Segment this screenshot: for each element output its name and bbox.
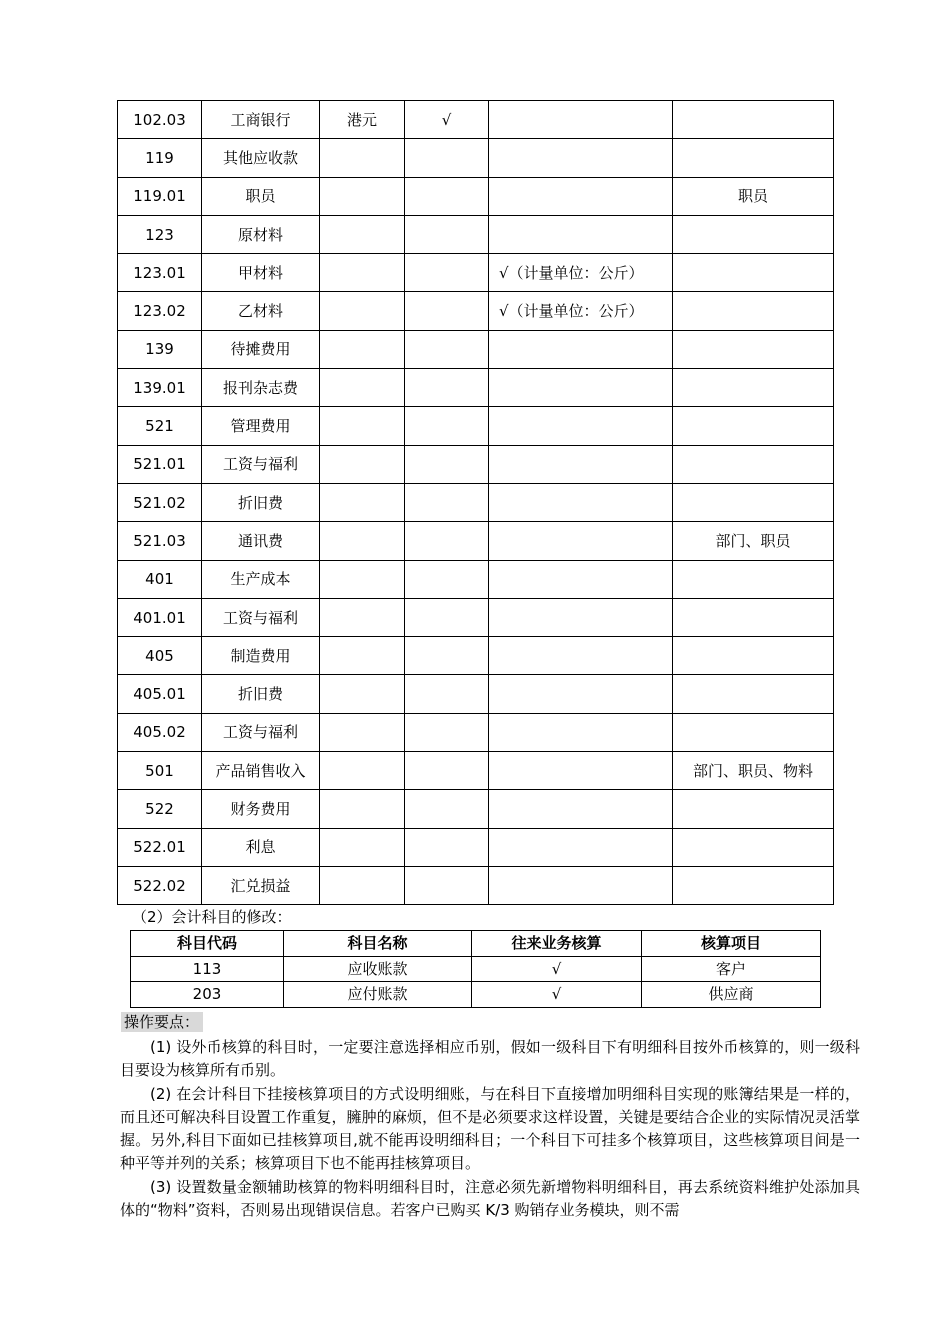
cell-check (405, 445, 489, 483)
cell-currency (320, 790, 405, 828)
cell-qty (489, 369, 673, 407)
cell-check (405, 292, 489, 330)
table-row (118, 713, 834, 751)
table-row (118, 522, 834, 560)
table-row (131, 956, 821, 982)
cell-currency (320, 483, 405, 521)
cell-code: 401 (118, 560, 202, 598)
cell-check (405, 637, 489, 675)
cell-qty: √（计量单位：公斤） (489, 254, 673, 292)
cell-check (405, 828, 489, 866)
cell-currency (320, 713, 405, 751)
cell-name: 折旧费 (202, 675, 320, 713)
cell-aux (673, 483, 834, 521)
cell-currency (320, 177, 405, 215)
cell-qty (489, 330, 673, 368)
table-row (118, 445, 834, 483)
cell-aux (673, 101, 834, 139)
cell-currency: 港元 (320, 101, 405, 139)
cell-name: 通讯费 (202, 522, 320, 560)
header-cell: 核算项目 (642, 931, 821, 957)
table-cell: 客户 (642, 956, 821, 982)
cell-code: 521.01 (118, 445, 202, 483)
cell-aux (673, 675, 834, 713)
cell-name: 工资与福利 (202, 445, 320, 483)
table-row (118, 330, 834, 368)
cell-aux (673, 254, 834, 292)
cell-code: 405 (118, 637, 202, 675)
cell-check (405, 177, 489, 215)
table-row (118, 560, 834, 598)
cell-code: 522.02 (118, 866, 202, 904)
cell-currency (320, 215, 405, 253)
cell-qty: √（计量单位：公斤） (489, 292, 673, 330)
operation-heading: 操作要点： (121, 1012, 203, 1032)
modification-table (130, 930, 821, 1008)
cell-code: 102.03 (118, 101, 202, 139)
cell-name: 管理费用 (202, 407, 320, 445)
modification-heading: （2）会计科目的修改： (132, 908, 292, 926)
cell-name: 财务费用 (202, 790, 320, 828)
cell-aux (673, 560, 834, 598)
cell-currency (320, 560, 405, 598)
cell-check (405, 752, 489, 790)
cell-check (405, 866, 489, 904)
cell-qty (489, 139, 673, 177)
table-row (118, 483, 834, 521)
cell-code: 123.02 (118, 292, 202, 330)
cell-check (405, 675, 489, 713)
cell-code: 401.01 (118, 598, 202, 636)
cell-code: 521 (118, 407, 202, 445)
cell-name: 乙材料 (202, 292, 320, 330)
table-row (131, 982, 821, 1008)
table-row (118, 407, 834, 445)
cell-name: 甲材料 (202, 254, 320, 292)
cell-qty (489, 790, 673, 828)
cell-aux (673, 598, 834, 636)
cell-code: 522 (118, 790, 202, 828)
cell-name: 其他应收款 (202, 139, 320, 177)
cell-check (405, 790, 489, 828)
cell-check: √ (405, 101, 489, 139)
operation-notes (120, 1036, 860, 1222)
header-cell: 科目代码 (131, 931, 284, 957)
table-row (118, 866, 834, 904)
header-cell: 科目名称 (284, 931, 472, 957)
cell-aux (673, 215, 834, 253)
cell-check (405, 330, 489, 368)
cell-aux (673, 637, 834, 675)
table-cell: 203 (131, 982, 284, 1008)
cell-qty (489, 483, 673, 521)
cell-name: 工商银行 (202, 101, 320, 139)
cell-currency (320, 407, 405, 445)
cell-code: 405.02 (118, 713, 202, 751)
cell-code: 123.01 (118, 254, 202, 292)
cell-check (405, 407, 489, 445)
cell-qty (489, 407, 673, 445)
cell-code: 139.01 (118, 369, 202, 407)
cell-qty (489, 177, 673, 215)
cell-aux (673, 828, 834, 866)
cell-aux (673, 407, 834, 445)
cell-qty (489, 445, 673, 483)
table-row (118, 177, 834, 215)
cell-currency (320, 675, 405, 713)
cell-qty (489, 522, 673, 560)
cell-aux (673, 139, 834, 177)
cell-currency (320, 598, 405, 636)
cell-currency (320, 866, 405, 904)
cell-aux (673, 445, 834, 483)
cell-qty (489, 675, 673, 713)
cell-currency (320, 292, 405, 330)
cell-currency (320, 637, 405, 675)
cell-qty (489, 866, 673, 904)
table-row (118, 215, 834, 253)
cell-qty (489, 828, 673, 866)
cell-check (405, 522, 489, 560)
cell-currency (320, 445, 405, 483)
cell-code: 119 (118, 139, 202, 177)
cell-aux (673, 330, 834, 368)
cell-check (405, 560, 489, 598)
table-row (118, 139, 834, 177)
cell-name: 工资与福利 (202, 598, 320, 636)
table-row (118, 828, 834, 866)
cell-name: 制造费用 (202, 637, 320, 675)
cell-name: 待摊费用 (202, 330, 320, 368)
cell-aux (673, 292, 834, 330)
cell-currency (320, 254, 405, 292)
header-cell: 往来业务核算 (472, 931, 642, 957)
cell-aux: 职员 (673, 177, 834, 215)
cell-name: 职员 (202, 177, 320, 215)
cell-check (405, 215, 489, 253)
table-cell: √ (472, 982, 642, 1008)
cell-currency (320, 139, 405, 177)
cell-aux: 部门、职员、物料 (673, 752, 834, 790)
cell-code: 521.03 (118, 522, 202, 560)
table-cell: 应付账款 (284, 982, 472, 1008)
cell-currency (320, 330, 405, 368)
cell-qty (489, 713, 673, 751)
table-row (118, 637, 834, 675)
cell-name: 产品销售收入 (202, 752, 320, 790)
cell-name: 生产成本 (202, 560, 320, 598)
cell-name: 利息 (202, 828, 320, 866)
cell-currency (320, 522, 405, 560)
cell-aux (673, 369, 834, 407)
cell-qty (489, 637, 673, 675)
table-cell: 供应商 (642, 982, 821, 1008)
cell-name: 报刊杂志费 (202, 369, 320, 407)
account-table (117, 100, 834, 905)
cell-code: 123 (118, 215, 202, 253)
cell-aux: 部门、职员 (673, 522, 834, 560)
modification-header-row (131, 931, 821, 957)
cell-name: 原材料 (202, 215, 320, 253)
table-row (118, 254, 834, 292)
table-cell: √ (472, 956, 642, 982)
cell-code: 139 (118, 330, 202, 368)
table-row (118, 752, 834, 790)
cell-currency (320, 369, 405, 407)
table-row (118, 369, 834, 407)
cell-qty (489, 752, 673, 790)
cell-check (405, 139, 489, 177)
table-cell: 113 (131, 956, 284, 982)
cell-code: 119.01 (118, 177, 202, 215)
cell-name: 折旧费 (202, 483, 320, 521)
table-row (118, 790, 834, 828)
cell-check (405, 369, 489, 407)
cell-code: 521.02 (118, 483, 202, 521)
table-row (118, 101, 834, 139)
cell-aux (673, 790, 834, 828)
cell-check (405, 254, 489, 292)
cell-qty (489, 598, 673, 636)
paragraph: (1) 设外币核算的科目时，一定要注意选择相应币别，假如一级科目下有明细科目按外币核算的，则一级科目要设为核算所有币别。 (120, 1038, 860, 1080)
cell-qty (489, 560, 673, 598)
cell-qty (489, 215, 673, 253)
paragraph: (2) 在会计科目下挂接核算项目的方式设明细账，与在科目下直接增加明细科目实现的账簿结果是一样的，而且还可解决科目设置工作重复，臃肿的麻烦，但不是必须要求这样设置，关键是要结合企业的实际情况灵活掌握。另外,科目下面如已挂核算项目,就不能再设明细科目；一个科目下可挂多个核算项目，这些核算项目间是一种平等并列的关系；核算项目下也不能再挂核算项目。 (120, 1084, 860, 1173)
paragraph: (3) 设置数量金额辅助核算的物料明细科目时，注意必须先新增物料明细科目，再去系统资料维护处添加具体的“物料”资料，否则易出现错误信息。若客户已购买 K/3 购销存业务模块，则不需 (120, 1177, 860, 1220)
cell-qty (489, 101, 673, 139)
cell-currency (320, 828, 405, 866)
cell-code: 405.01 (118, 675, 202, 713)
table-row (118, 675, 834, 713)
cell-check (405, 483, 489, 521)
cell-code: 522.01 (118, 828, 202, 866)
cell-check (405, 713, 489, 751)
table-cell: 应收账款 (284, 956, 472, 982)
table-row (118, 292, 834, 330)
table-row (118, 598, 834, 636)
cell-name: 工资与福利 (202, 713, 320, 751)
cell-aux (673, 713, 834, 751)
cell-name: 汇兑损益 (202, 866, 320, 904)
cell-code: 501 (118, 752, 202, 790)
cell-currency (320, 752, 405, 790)
cell-check (405, 598, 489, 636)
cell-aux (673, 866, 834, 904)
